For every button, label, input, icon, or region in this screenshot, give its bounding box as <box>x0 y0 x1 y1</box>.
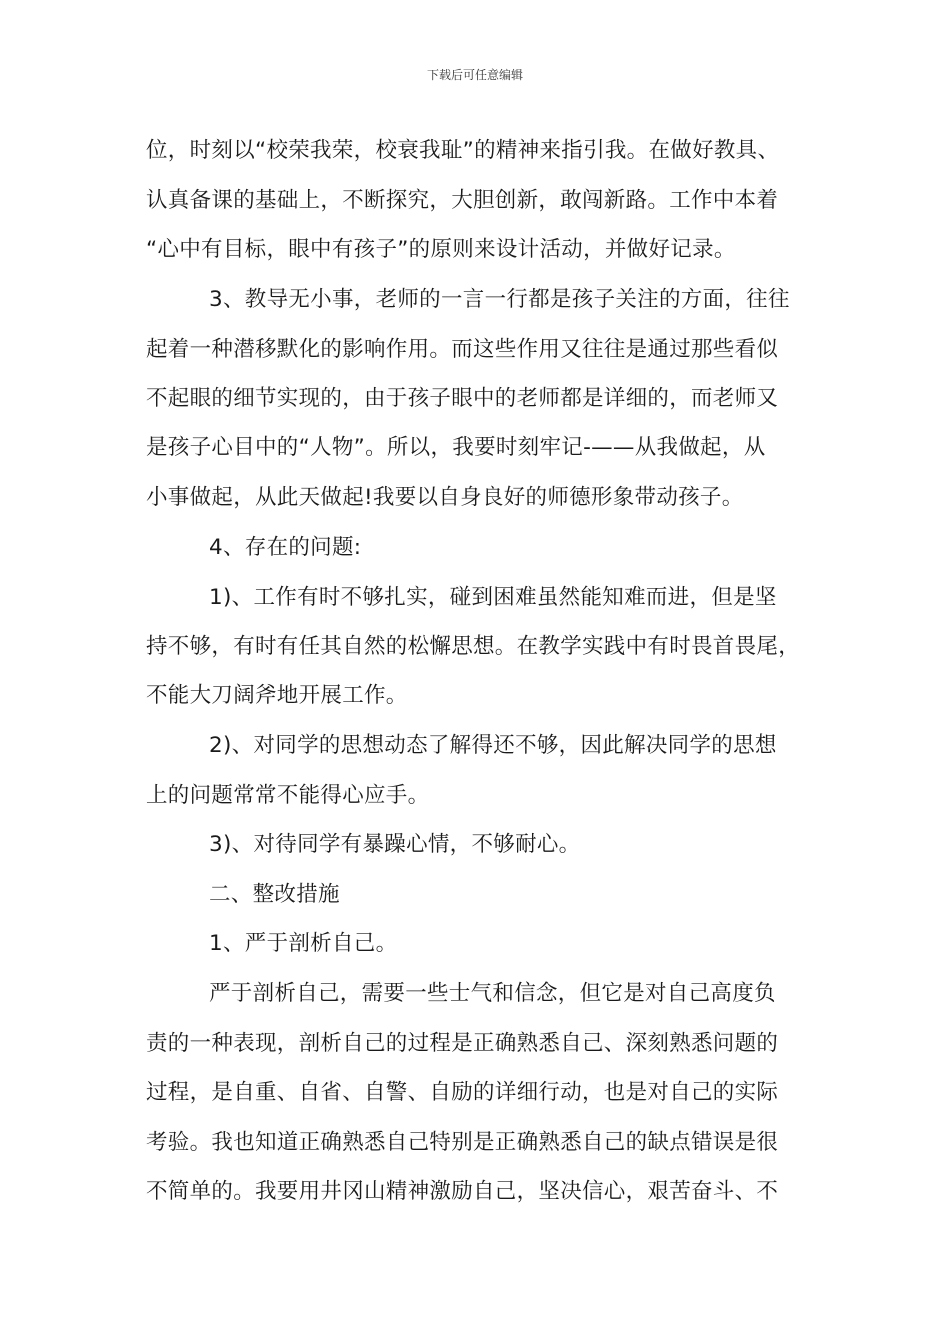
text-line: 起着一种潜移默化的影响作用。而这些作用又往往是通过那些看似 <box>146 337 779 362</box>
text-line: “心中有目标，眼中有孩子”的原则来设计活动，并做好记录。 <box>146 237 736 262</box>
text-line: 上的问题常常不能得心应手。 <box>146 783 430 808</box>
text-line: 位，时刻以“校荣我荣，校衰我耻”的精神来指引我。在做好教具、 <box>146 138 780 163</box>
text-line: 认真备课的基础上，不断探究，大胆创新，敢闯新路。工作中本着 <box>146 188 779 213</box>
text-line: 1、严于剖析自己。 <box>209 931 398 956</box>
text-line: 持不够，有时有任其自然的松懈思想。在教学实践中有时畏首畏尾， <box>146 634 801 659</box>
text-line: 不能大刀阔斧地开展工作。 <box>146 683 408 708</box>
text-line: 考验。我也知道正确熟悉自己特别是正确熟悉自己的缺点错误是很 <box>146 1130 779 1155</box>
text-line: 1)、工作有时不够扎实，碰到困难虽然能知难而进，但是坚 <box>209 585 777 610</box>
text-line: 4、存在的问题: <box>209 535 362 560</box>
text-line: 不起眼的细节实现的，由于孩子眼中的老师都是详细的，而老师又 <box>146 386 779 411</box>
text-line: 严于剖析自己，需要一些士气和信念，但它是对自己高度负 <box>209 981 776 1006</box>
text-line: 过程，是自重、自省、自警、自励的详细行动，也是对自己的实际 <box>146 1080 779 1105</box>
text-line: 3)、对待同学有暴躁心情，不够耐心。 <box>209 832 581 857</box>
text-line: 责的一种表现，剖析自己的过程是正确熟悉自己、深刻熟悉问题的 <box>146 1031 779 1056</box>
text-line: 2)、对同学的思想动态了解得还不够，因此解决同学的思想 <box>209 733 777 758</box>
text-line: 3、教导无小事，老师的一言一行都是孩子关注的方面，往往 <box>209 287 790 312</box>
text-line: 二、整改措施 <box>209 882 340 907</box>
page-header: 下载后可任意编辑 <box>426 68 523 82</box>
text-line: 小事做起，从此天做起!我要以自身良好的师德形象带动孩子。 <box>146 485 744 510</box>
text-line: 不简单的。我要用井冈山精神激励自己，坚决信心，艰苦奋斗、不 <box>146 1179 779 1204</box>
text-line: 是孩子心目中的“人物”。所以，我要时刻牢记-——从我做起，从 <box>146 435 766 460</box>
